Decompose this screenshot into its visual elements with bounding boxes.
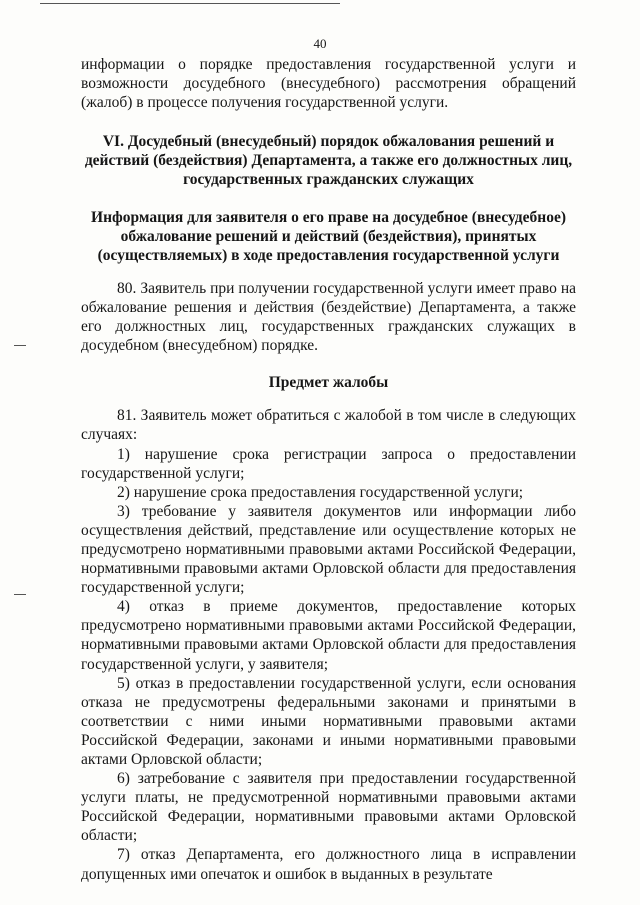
- scan-edge-top: [40, 3, 340, 4]
- document-body: [81, 55, 576, 884]
- scan-edge-left-mark: [14, 594, 26, 595]
- paragraph-80: 80. Заявитель при получении государственной услуги имеет право на обжалование решения и действия (бездействие) Департамента, а также его должностных лиц, государственных гражданских служащих в досудебном (внесудебном) порядке.: [81, 279, 576, 355]
- page-number: 40: [313, 36, 327, 51]
- list-item: 5) отказ в предоставлении государственной услуги, если основания отказа не предусмотрены федеральными законами и принятыми в соответствии с ними иными нормативными правовыми актами Российской Федерации, законами и иными нормативными правовыми актами Орловской области;: [81, 674, 576, 768]
- list-item: 7) отказ Департамента, его должностного лица в исправлении допущенных ими опечаток и ошибок в выданных в результате: [81, 846, 576, 883]
- paragraph-81: 81. Заявитель может обратиться с жалобой в том числе в следующих случаях:: [81, 407, 576, 444]
- list-item: 3) требование у заявителя документов или информации либо осуществления действий, представление или осуществление которых не предусмотрено нормативными правовыми актами Российской Федерации, нормативными правовыми актами Орловской области для предоставления государственной услуги;: [81, 502, 576, 597]
- intro-paragraph: информации о порядке предоставления государственной услуги и возможности досудебного (внесудебного) рассмотрения обращений (жалоб) в процессе получения государственной услуги.: [81, 56, 576, 112]
- subject-heading: Предмет жалобы: [268, 374, 389, 392]
- list-item: 6) затребование с заявителя при предоставлении государственной услуги платы, не предусмотренной нормативными правовыми актами Российской Федерации, нормативными правовыми актами Орловской области;: [81, 770, 576, 845]
- scan-edge-left-mark: [14, 345, 26, 346]
- list-item: 1) нарушение срока регистрации запроса о предоставлении государственной услуги;: [81, 445, 576, 482]
- list-item: 2) нарушение срока предоставления государственной услуги;: [117, 483, 524, 501]
- list-item: 4) отказ в приеме документов, предоставление которых предусмотрено нормативными правовыми актами Российской Федерации, нормативными правовыми актами Орловской области для предоставления государственной услуги, у заявителя;: [81, 598, 576, 673]
- section-heading: VI. Досудебный (внесудебный) порядок обжалования решений и действий (бездействия) Департамента, а также его должностных лиц, государственных гражданских служащих: [84, 133, 573, 189]
- info-heading: Информация для заявителя о его праве на досудебное (внесудебное) обжалование решений и действий (бездействия), принятых (осуществляемых) в ходе предоставления государственной услуги: [91, 208, 566, 264]
